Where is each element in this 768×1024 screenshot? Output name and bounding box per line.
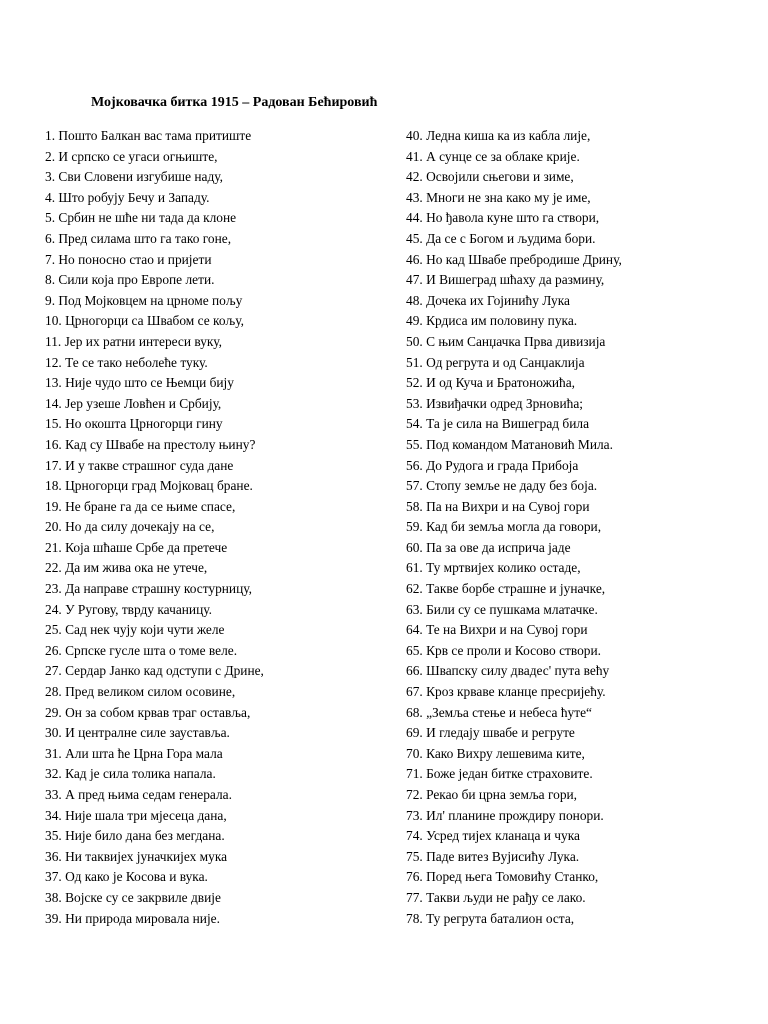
poem-line: 47. И Вишеград шћаху да размину, xyxy=(406,272,605,288)
poem-line: 52. И од Куча и Братоножића, xyxy=(406,375,576,391)
poem-line: 49. Крдиса им половину пука. xyxy=(406,313,578,329)
poem-line: 18. Црногорци град Мојковац бране. xyxy=(45,478,253,494)
poem-line: 55. Под командом Матановић Мила. xyxy=(406,436,613,452)
poem-line: 13. Није чудо што се Њемци бију xyxy=(45,375,234,391)
poem-line: 21. Која шћаше Србе да претече xyxy=(45,539,228,555)
poem-line: 38. Војске су се закрвиле двије xyxy=(45,889,221,905)
poem-line: 25. Сад нек чују који чути желе xyxy=(45,622,225,638)
poem-line: 72. Рекао би црна земља гори, xyxy=(406,787,578,802)
poem-line: 46. Но кад Швабе пребродише Дрину, xyxy=(406,251,622,267)
poem-line: 61. Ту мртвијех колико остаде, xyxy=(406,560,581,576)
poem-line: 77. Такви људи не рађу се лако. xyxy=(406,889,586,905)
poem-line: 37. Од како је Косова и вука. xyxy=(45,869,208,885)
poem-column-left xyxy=(45,126,385,929)
poem-line: 33. А пред њима седам генерала. xyxy=(45,787,232,802)
poem-line: 42. Освојили сњегови и зиме, xyxy=(406,169,574,185)
poem-line: 63. Били су се пушкама млатачке. xyxy=(406,601,598,617)
poem-line: 75. Паде витез Вујисићу Лука. xyxy=(406,848,580,864)
poem-line: 20. Но да силу дочекају на се, xyxy=(45,519,215,535)
poem-line: 29. Он за собом крвав траг оставља, xyxy=(45,704,251,720)
poem-line: 28. Пред великом силом осовине, xyxy=(45,684,236,700)
poem-line: 16. Кад су Швабе на престолу њину? xyxy=(45,436,256,452)
poem-line: 5. Србин не шће ни тада да клоне xyxy=(45,210,237,226)
poem-line: 45. Да се с Богом и људима бори. xyxy=(406,230,596,246)
poem-line: 17. И у такве страшног суда дане xyxy=(45,457,234,473)
poem-line: 67. Кроз крваве кланце пресријећу. xyxy=(406,684,606,700)
poem-line: 70. Како Вихру лешевима ките, xyxy=(406,745,585,761)
poem-line: 68. „Земља стење и небеса ћуте“ xyxy=(406,704,592,720)
poem-line: 1. Пошто Балкан вас тама притиште xyxy=(45,128,252,143)
poem-line: 23. Да направе страшну костурницу, xyxy=(45,581,252,597)
poem-line: 41. А сунце се за облаке крије. xyxy=(406,148,580,164)
poem-line: 30. И централне силе зауставља. xyxy=(45,725,230,741)
poem-line: 59. Кад би земља могла да говори, xyxy=(406,519,602,535)
poem-line: 3. Сви Словени изгубише наду, xyxy=(45,169,224,185)
poem-line: 73. Ил' планине прождиру понори. xyxy=(406,807,604,823)
poem-line: 69. И гледају швабе и регруте xyxy=(406,725,575,741)
poem-line: 2. И српско се угаси огњиште, xyxy=(45,148,218,164)
poem-line: 76. Поред њега Томовићу Станко, xyxy=(406,869,599,885)
poem-line: 43. Многи не зна како му је име, xyxy=(406,189,591,205)
poem-line: 8. Сили која про Европе лети. xyxy=(45,272,215,288)
poem-line: 10. Црногорци са Швабом се кољу, xyxy=(45,313,244,329)
poem-line: 56. До Рудога и града Прибоја xyxy=(406,457,579,473)
poem-line: 7. Но поносно стао и пријети xyxy=(45,251,212,267)
poem-line: 32. Кад је сила толика напала. xyxy=(45,766,216,782)
poem-line: 57. Стопу земље не даду без боја. xyxy=(406,478,598,494)
poem-line: 51. Од регрута и од Санџаклија xyxy=(406,354,585,370)
poem-line: 24. У Ругову, тврду качаницу. xyxy=(45,601,212,617)
poem-line: 53. Извиђачки одред Зрновића; xyxy=(406,395,584,411)
poem-line: 66. Швапску силу двадес' пута већу xyxy=(406,663,610,679)
poem-line: 26. Српске гусле шта о томе веле. xyxy=(45,642,238,658)
poem-line: 31. Али шта ће Црна Гора мала xyxy=(45,745,223,761)
poem-line: 27. Сердар Јанко кад одступи с Дрине, xyxy=(45,663,264,679)
poem-line: 19. Не бране га да се њиме спасе, xyxy=(45,498,236,514)
poem-line: 36. Ни таквијех јуначкијех мука xyxy=(45,848,228,864)
poem-column-right xyxy=(406,126,746,929)
poem-line: 78. Ту регрута баталион оста, xyxy=(406,910,575,926)
poem-line: 50. С њим Санџачка Прва дивизија xyxy=(406,333,606,349)
poem-line: 15. Но окошта Црногорци гину xyxy=(45,416,223,432)
poem-line: 12. Те се тако неболеће туку. xyxy=(45,354,208,370)
poem-line: 22. Да им жива ока не утече, xyxy=(45,560,208,576)
poem-line: 54. Та је сила на Вишеград била xyxy=(406,416,590,432)
poem-line: 62. Такве борбе страшне и јуначке, xyxy=(406,581,606,597)
poem-line: 11. Јер их ратни интереси вуку, xyxy=(45,333,222,349)
poem-line: 34. Није шала три мјесеца дана, xyxy=(45,807,227,823)
poem-line: 71. Боже један битке страховите. xyxy=(406,766,593,782)
poem-line: 39. Ни природа мировала није. xyxy=(45,910,220,926)
poem-line: 44. Но ђавола куне што га створи, xyxy=(406,210,600,226)
poem-line: 40. Ледна киша ка из кабла лије, xyxy=(406,128,591,143)
poem-line: 4. Што робују Бечу и Западу. xyxy=(45,189,210,205)
poem-line: 65. Крв се проли и Косово створи. xyxy=(406,642,602,658)
poem-line: 48. Дочека их Гојинићу Лука xyxy=(406,292,570,308)
poem-line: 58. Па на Вихри и на Сувој гори xyxy=(406,498,590,514)
poem-line: 60. Па за ове да исприча јаде xyxy=(406,539,571,555)
poem-line: 9. Под Мојковцем на црноме пољу xyxy=(45,292,243,308)
page-title: Мојковачка битка 1915 – Радован Бећировић xyxy=(91,95,378,110)
poem-line: 64. Те на Вихри и на Сувој гори xyxy=(406,622,588,638)
poem-line: 6. Пред силама што га тако гоне, xyxy=(45,230,232,246)
poem-line: 35. Није било дана без мегдана. xyxy=(45,828,225,844)
poem-line: 14. Јер узеше Ловћен и Србију, xyxy=(45,395,222,411)
poem-line: 74. Усред тијех кланаца и чука xyxy=(406,828,580,844)
